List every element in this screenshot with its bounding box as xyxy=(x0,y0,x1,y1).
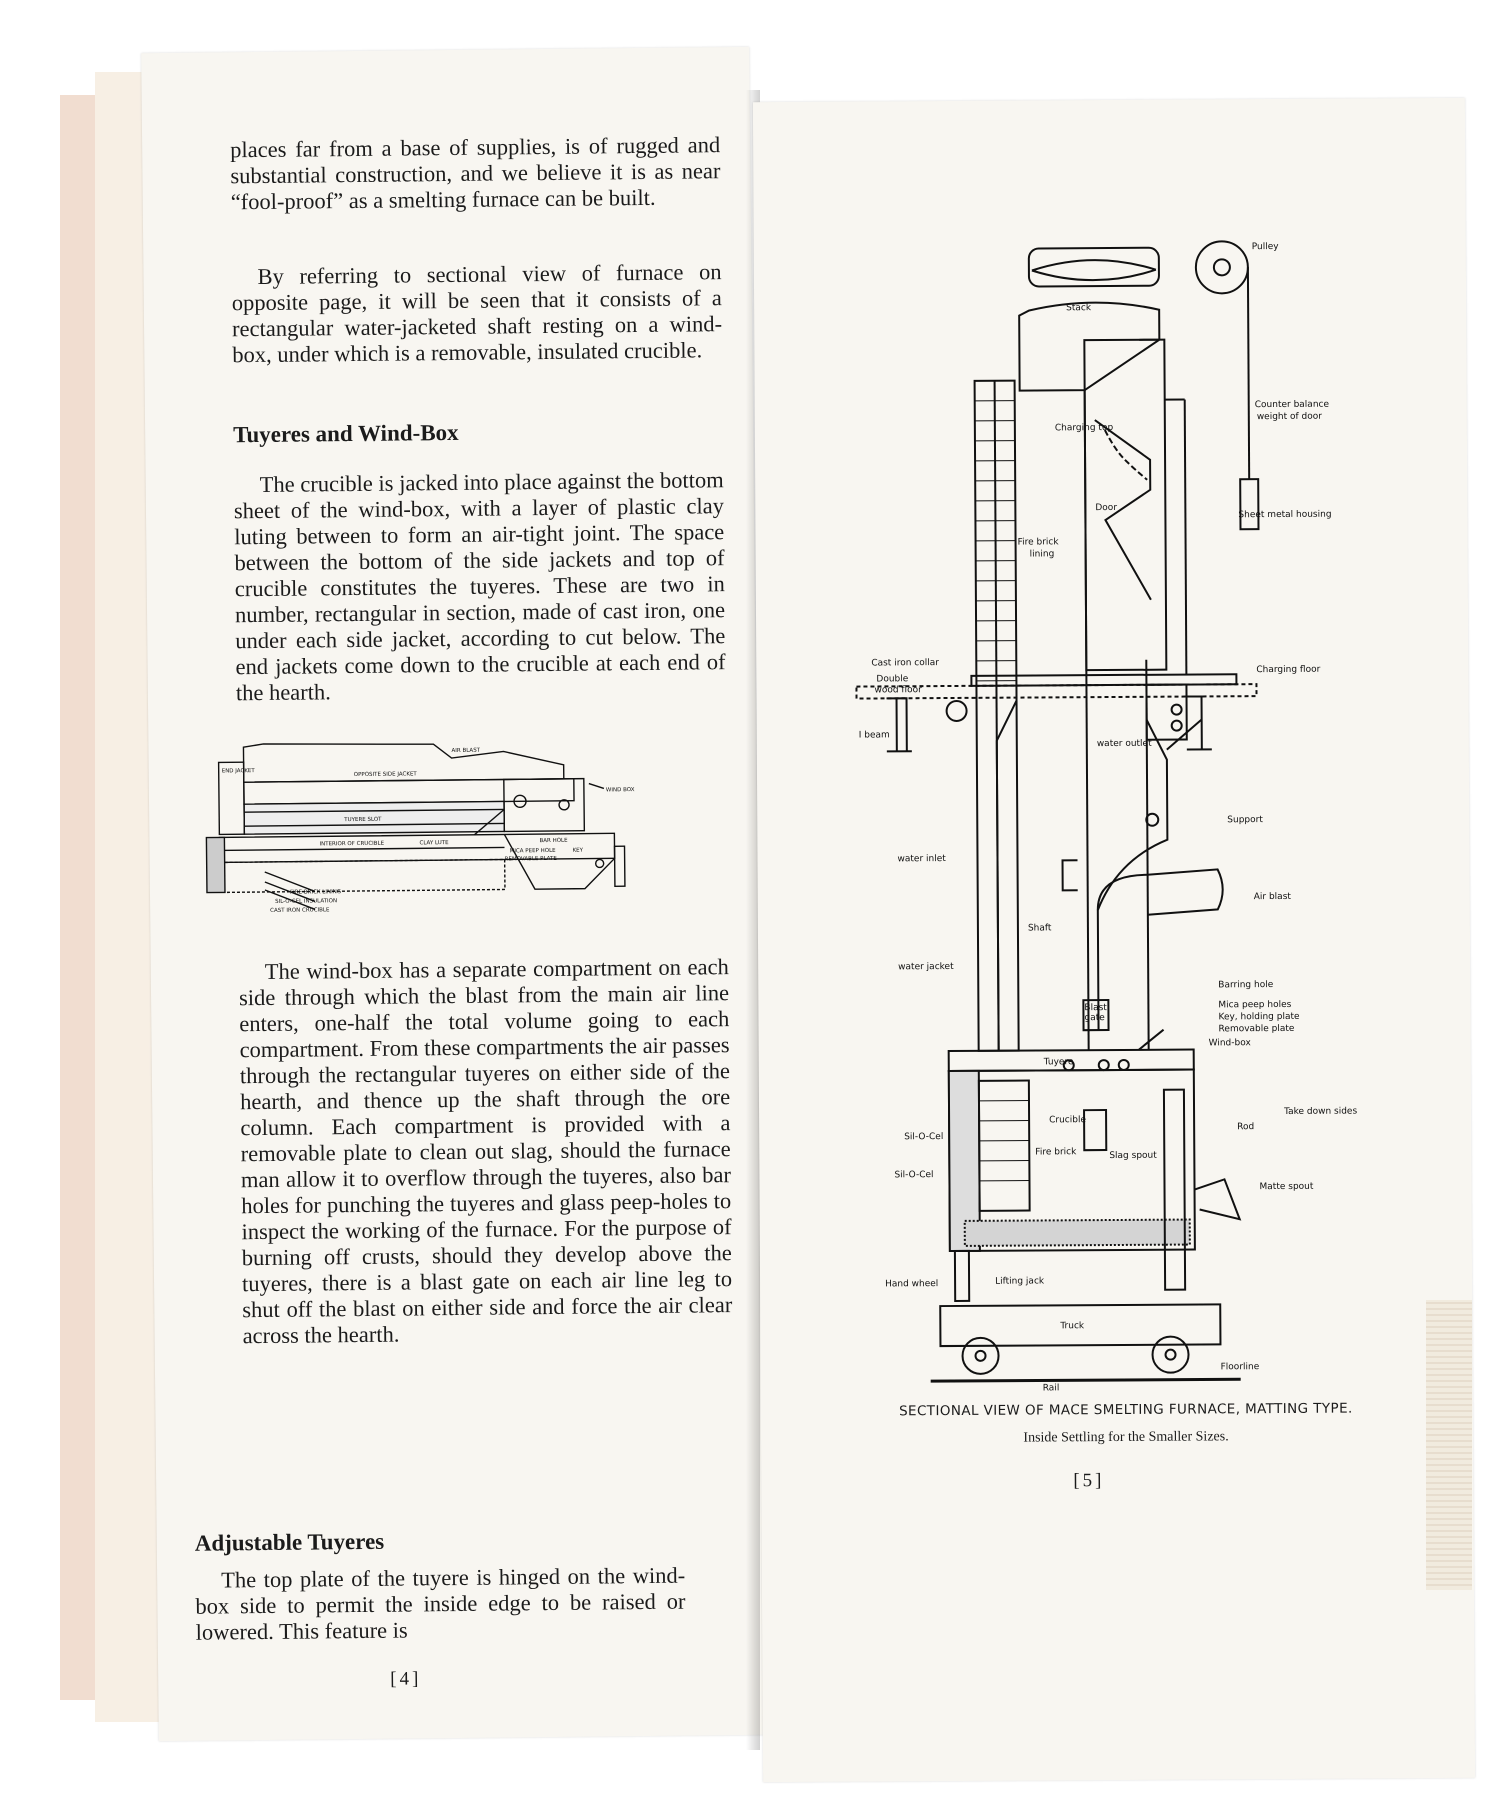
label-water-outlet: water outlet xyxy=(1096,738,1152,750)
paragraph-2: By referring to sectional view of furnace on opposite page, it will be seen that it consists of a rectangular water-jacketed shaft resting on a wind-box, under which is a removable, insulated crucible. xyxy=(231,259,723,368)
label-rod: Rod xyxy=(1237,1122,1255,1133)
right-page xyxy=(753,98,1475,1782)
label-wind-box: Wind-box xyxy=(1208,1038,1251,1049)
label-key: KEY xyxy=(572,847,584,854)
label-cast-iron-collar: Cast iron collar xyxy=(871,658,939,669)
label-gate: gate xyxy=(1084,1013,1105,1024)
label-charging-top: Charging top xyxy=(1054,422,1114,434)
label-i-beam: I beam xyxy=(858,730,890,741)
label-interior-of-crucible: INTERIOR OF CRUCIBLE xyxy=(319,840,385,848)
label-wood-floor: wood floor xyxy=(874,685,922,696)
label-slag-spout: Slag spout xyxy=(1109,1150,1157,1162)
label-crucible: Crucible xyxy=(1049,1115,1087,1126)
label-weight-of-door: weight of door xyxy=(1256,411,1323,423)
left-page xyxy=(141,47,767,1741)
label-blast: Blast xyxy=(1084,1003,1107,1014)
label-hand-wheel: Hand wheel xyxy=(885,1279,939,1290)
label-floorline: Floorline xyxy=(1220,1362,1260,1373)
label-mica-peep-holes: Mica peep holes xyxy=(1218,999,1292,1011)
label-clay-lute: CLAY LUTE xyxy=(419,840,449,847)
label-air-blast: AIR BLAST xyxy=(451,747,481,755)
label-removable-plate: Removable plate xyxy=(1218,1023,1295,1035)
label-lining: lining xyxy=(1029,549,1055,560)
heading-tuyeres-wind-box: Tuyeres and Wind-Box xyxy=(233,419,459,448)
label-counter-balance: Counter balance xyxy=(1254,399,1330,411)
furnace-section-drawing xyxy=(753,98,1474,1582)
label-key-holding-plate: Key, holding plate xyxy=(1218,1011,1300,1023)
label-bar-hole: BAR HOLE xyxy=(539,837,568,845)
pulley xyxy=(1196,241,1248,293)
label-truck: Truck xyxy=(1060,1321,1085,1332)
torn-page-edge xyxy=(1426,1300,1472,1590)
label-door: Door xyxy=(1095,502,1118,514)
paragraph-5: The top plate of the tuyere is hinged on the wind-box side to permit the inside edge to be raised or lowered. This feature is xyxy=(195,1562,686,1645)
label-take-down-sides: Take down sides xyxy=(1284,1106,1358,1117)
label-air-blast: Air blast xyxy=(1253,891,1291,903)
label-shaft: Shaft xyxy=(1027,923,1052,934)
label-wind-box: WIND BOX xyxy=(605,787,635,794)
label-cast-iron-crucible: CAST IRON CRUCIBLE xyxy=(270,907,330,914)
label-rail: Rail xyxy=(1042,1383,1060,1394)
label-sil-o-cel-insulation: SIL-O-CEL INSULATION xyxy=(275,898,338,905)
label-lifting-jack: Lifting jack xyxy=(995,1276,1045,1287)
label-opposite-side-jacket: OPPOSITE SIDE JACKET xyxy=(353,771,417,779)
page-number-left: [4] xyxy=(390,1668,422,1690)
label-charging-floor: Charging floor xyxy=(1256,664,1321,676)
label-fire-brick: Fire brick xyxy=(1017,537,1059,548)
label-barring-hole: Barring hole xyxy=(1218,980,1274,991)
label-sil-o-cel-2: Sil-O-Cel xyxy=(894,1170,934,1181)
label-support: Support xyxy=(1227,815,1263,826)
label-tuyere-slot: TUYERE SLOT xyxy=(344,816,382,824)
label-removable-plate: REMOVABLE PLATE xyxy=(504,855,557,863)
label-pulley: Pulley xyxy=(1251,241,1279,253)
paragraph-1: places far from a base of supplies, is of rugged and substantial construction, and we believe it is as near “fool-proof” as a smelting furnace can be built. xyxy=(230,132,721,215)
paragraph-3: The crucible is jacked into place against the bottom sheet of the wind-box, with a layer of plastic clay luting between to form an air-tight joint. The space between the bottom of the side jackets and top of crucible constitutes the tuyeres. These are two in number, rectangular in section, made of cast iron, one under each side jacket, according to cut below. The end jackets come down to the crucible at each end of the hearth. xyxy=(233,467,726,706)
label-sheet-metal-housing: Sheet metal housing xyxy=(1238,509,1332,521)
label-end-jacket: END JACKET xyxy=(221,768,255,775)
label-water-inlet: water inlet xyxy=(897,854,946,865)
page-number-right: [5] xyxy=(1073,1470,1105,1492)
figure-subcaption: Inside Settling for the Smaller Sizes. xyxy=(1023,1429,1229,1446)
counterweight xyxy=(1240,479,1258,529)
label-tuyere: Tuyere xyxy=(1043,1057,1074,1068)
label-water-jacket: water jacket xyxy=(898,961,954,973)
label-double: Double xyxy=(876,674,909,685)
paragraph-4: The wind-box has a separate compartment on each side through which the blast from the main air line enters, one-half the total volume going to each compartment. From these compartments the air passes through the rectangular tuyeres on either side of the hearth, and thence up the shaft through the ore column. Each compartment is provided with a removable plate to clean out slag, should the furnace man allow it to overflow through the tuyeres, also bar holes for punching the tuyeres and glass peep-holes to inspect the working of the furnace. For the purpose of burning off crusts, should they develop above the tuyeres, there is a blast gate on each air line leg to shut off the blast on either side and force the air clear across the hearth. xyxy=(238,954,733,1349)
tuyere-section-figure xyxy=(203,738,675,918)
label-fire-brick-crucible: Fire brick xyxy=(1035,1147,1077,1158)
label-sil-o-cel: Sil-O-Cel xyxy=(904,1132,944,1143)
label-stack: Stack xyxy=(1066,303,1092,314)
heading-adjustable-tuyeres: Adjustable Tuyeres xyxy=(194,1528,385,1556)
label-fire-brick-lining: FIRE-BRICK LINING xyxy=(289,889,342,896)
figure-caption: SECTIONAL VIEW OF MACE SMELTING FURNACE, MATTING TYPE. xyxy=(899,1400,1353,1420)
label-mica-peep-hole: MICA PEEP HOLE xyxy=(509,847,556,855)
label-matte-spout: Matte spout xyxy=(1259,1181,1314,1193)
